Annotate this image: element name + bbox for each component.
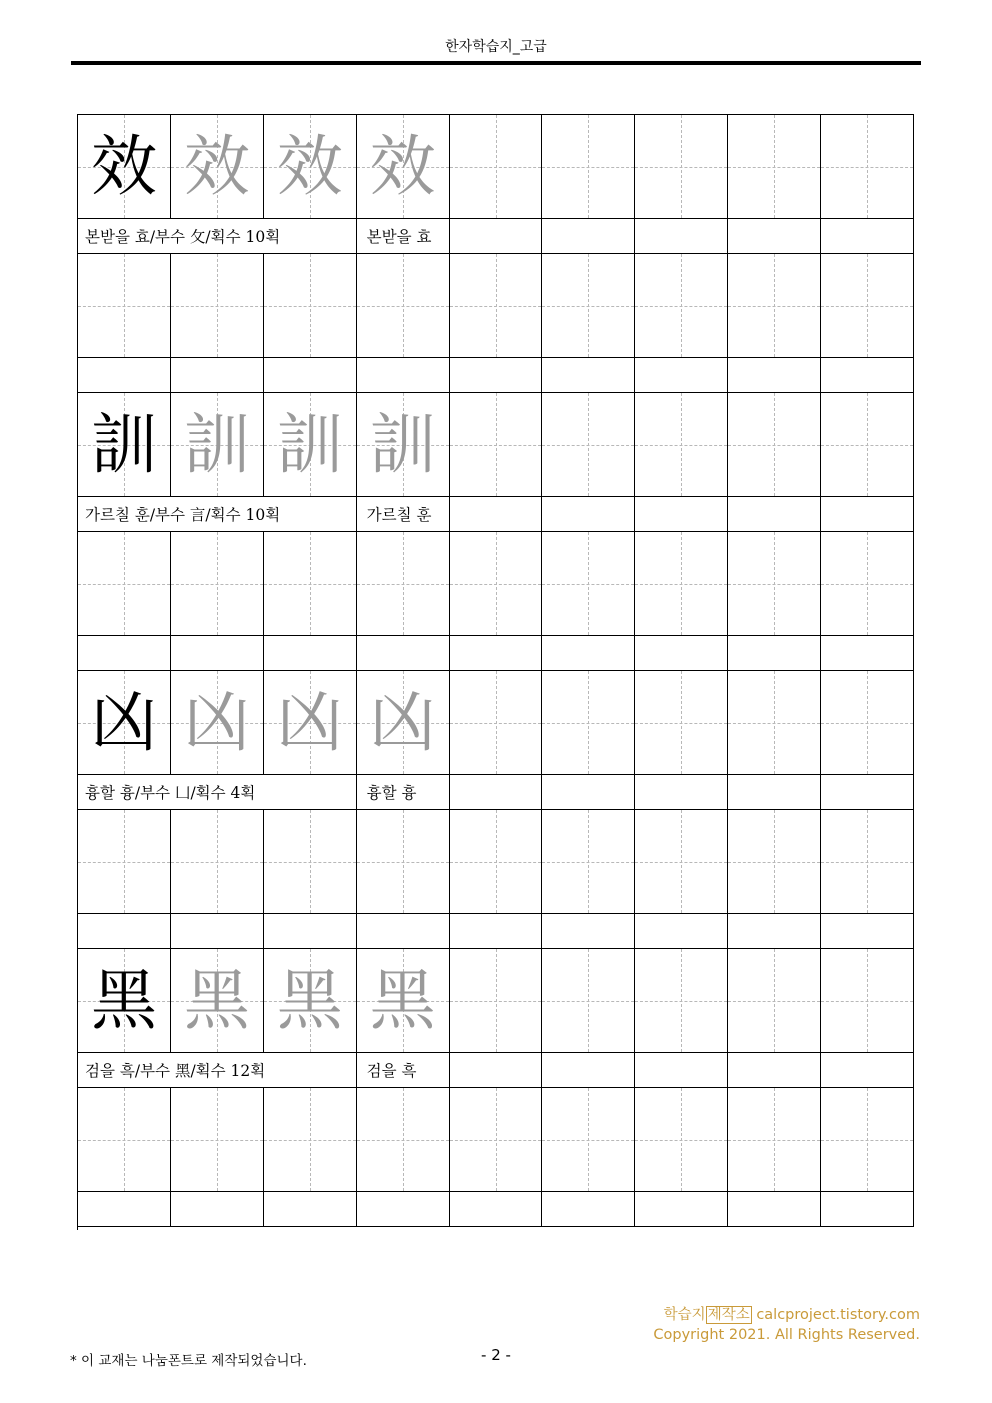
blank-cell xyxy=(450,219,543,254)
model-cell xyxy=(78,671,171,775)
practice-cell xyxy=(450,115,543,219)
brand-boxed: 제작소 xyxy=(707,1307,750,1323)
blank-cell xyxy=(728,497,821,532)
blank-row xyxy=(78,1192,914,1227)
blank-cell xyxy=(821,219,914,254)
practice-cell xyxy=(728,949,821,1053)
practice-cell xyxy=(728,393,821,497)
trace-hanja: 黑 xyxy=(183,961,250,1039)
char-meaning: 가르칠 훈 xyxy=(357,497,450,532)
footer-site: calcproject.tistory.com xyxy=(756,1307,920,1323)
practice-cell xyxy=(450,810,543,914)
practice-cell xyxy=(635,393,728,497)
practice-cell xyxy=(357,810,450,914)
blank-cell xyxy=(450,914,543,949)
blank-cell xyxy=(171,914,264,949)
blank-cell xyxy=(542,1053,635,1088)
trace-cell xyxy=(357,949,450,1053)
practice-cell xyxy=(821,810,914,914)
blank-cell xyxy=(728,1192,821,1227)
blank-cell xyxy=(78,636,171,671)
practice-cell xyxy=(728,671,821,775)
blank-cell xyxy=(635,358,728,393)
blank-cell xyxy=(450,1192,543,1227)
practice-cell xyxy=(821,532,914,636)
practice-cell xyxy=(728,115,821,219)
blank-cell xyxy=(542,497,635,532)
trace-cell xyxy=(264,671,357,775)
practice-cell xyxy=(450,671,543,775)
blank-cell xyxy=(728,636,821,671)
practice-cell xyxy=(821,115,914,219)
blank-cell xyxy=(728,914,821,949)
practice-grid xyxy=(77,114,914,1230)
trace-cell xyxy=(171,393,264,497)
trace-cell xyxy=(171,115,264,219)
trace-cell xyxy=(264,393,357,497)
blank-cell xyxy=(542,358,635,393)
practice-cell xyxy=(728,810,821,914)
practice-cell xyxy=(78,810,171,914)
trace-hanja: 訓 xyxy=(183,405,250,483)
blank-cell xyxy=(450,1053,543,1088)
trace-cell xyxy=(357,115,450,219)
char-info: 본받을 효/부수 攵/획수 10획 xyxy=(78,219,357,254)
practice-cell xyxy=(450,949,543,1053)
blank-cell xyxy=(821,775,914,810)
blank-cell xyxy=(450,358,543,393)
practice-cell xyxy=(78,254,171,358)
trace-hanja: 訓 xyxy=(369,405,436,483)
brand-prefix: 학습지 xyxy=(663,1307,706,1323)
blank-cell xyxy=(542,914,635,949)
blank-cell xyxy=(728,358,821,393)
footer-copyright: Copyright 2021. All Rights Reserved. xyxy=(653,1327,920,1343)
info-row xyxy=(78,497,914,532)
blank-cell xyxy=(264,914,357,949)
practice-cell xyxy=(635,949,728,1053)
page-number: - 2 - xyxy=(481,1346,511,1364)
blank-cell xyxy=(78,914,171,949)
info-row xyxy=(78,1053,914,1088)
blank-cell xyxy=(264,358,357,393)
practice-cell xyxy=(821,671,914,775)
blank-cell xyxy=(728,1053,821,1088)
trace-cell xyxy=(264,115,357,219)
practice-cell xyxy=(635,254,728,358)
practice-cell xyxy=(171,1088,264,1192)
model-row xyxy=(78,115,914,219)
model-hanja: 效 xyxy=(90,127,157,205)
model-cell xyxy=(78,393,171,497)
trace-cell xyxy=(171,949,264,1053)
model-hanja: 訓 xyxy=(90,405,157,483)
blank-cell xyxy=(542,1192,635,1227)
blank-cell xyxy=(357,636,450,671)
practice-cell xyxy=(171,532,264,636)
practice-cell xyxy=(542,115,635,219)
blank-cell xyxy=(635,497,728,532)
blank-cell xyxy=(450,497,543,532)
practice-cell xyxy=(450,393,543,497)
model-row xyxy=(78,393,914,497)
blank-cell xyxy=(78,1192,171,1227)
practice-cell xyxy=(357,1088,450,1192)
trace-hanja: 凶 xyxy=(276,683,343,761)
blank-cell xyxy=(357,914,450,949)
blank-cell xyxy=(78,358,171,393)
practice-row xyxy=(78,532,914,636)
practice-cell xyxy=(821,1088,914,1192)
trace-hanja: 黑 xyxy=(369,961,436,1039)
practice-row xyxy=(78,810,914,914)
blank-cell xyxy=(635,914,728,949)
trace-hanja: 效 xyxy=(276,127,343,205)
page-title: 한자학습지_고급 xyxy=(445,39,547,55)
practice-cell xyxy=(264,810,357,914)
practice-cell xyxy=(821,949,914,1053)
trace-cell xyxy=(171,671,264,775)
blank-cell xyxy=(728,219,821,254)
trace-hanja: 訓 xyxy=(276,405,343,483)
model-cell xyxy=(78,949,171,1053)
char-meaning: 검을 흑 xyxy=(357,1053,450,1088)
practice-cell xyxy=(78,1088,171,1192)
trace-hanja: 黑 xyxy=(276,961,343,1039)
blank-cell xyxy=(450,775,543,810)
blank-cell xyxy=(635,219,728,254)
practice-cell xyxy=(728,532,821,636)
blank-cell xyxy=(542,219,635,254)
footer-note: * 이 교재는 나눔폰트로 제작되었습니다. xyxy=(70,1353,307,1369)
blank-cell xyxy=(821,358,914,393)
practice-cell xyxy=(635,671,728,775)
trace-hanja: 效 xyxy=(369,127,436,205)
practice-cell xyxy=(450,254,543,358)
practice-row xyxy=(78,254,914,358)
practice-cell xyxy=(728,254,821,358)
blank-cell xyxy=(171,1192,264,1227)
practice-cell xyxy=(635,810,728,914)
practice-cell xyxy=(357,254,450,358)
practice-cell xyxy=(171,810,264,914)
practice-cell xyxy=(542,671,635,775)
practice-cell xyxy=(264,254,357,358)
char-meaning: 본받을 효 xyxy=(357,219,450,254)
practice-cell xyxy=(171,254,264,358)
model-hanja: 凶 xyxy=(90,683,157,761)
blank-row xyxy=(78,358,914,393)
practice-cell xyxy=(264,532,357,636)
footer-brand xyxy=(664,1303,920,1324)
practice-cell xyxy=(357,532,450,636)
practice-cell xyxy=(635,532,728,636)
blank-cell xyxy=(450,636,543,671)
practice-cell xyxy=(542,810,635,914)
info-row xyxy=(78,219,914,254)
blank-cell xyxy=(264,1192,357,1227)
blank-cell xyxy=(821,1053,914,1088)
char-info: 검을 흑/부수 黑/획수 12획 xyxy=(78,1053,357,1088)
blank-row xyxy=(78,636,914,671)
blank-cell xyxy=(821,914,914,949)
blank-cell xyxy=(635,775,728,810)
practice-row xyxy=(78,1088,914,1192)
blank-cell xyxy=(821,636,914,671)
practice-cell xyxy=(542,254,635,358)
blank-cell xyxy=(171,636,264,671)
practice-cell xyxy=(450,1088,543,1192)
blank-cell xyxy=(542,775,635,810)
blank-cell xyxy=(635,1192,728,1227)
blank-cell xyxy=(635,1053,728,1088)
practice-cell xyxy=(635,1088,728,1192)
blank-cell xyxy=(357,1192,450,1227)
blank-cell xyxy=(357,358,450,393)
practice-cell xyxy=(821,393,914,497)
trace-hanja: 凶 xyxy=(369,683,436,761)
blank-row xyxy=(78,914,914,949)
info-row xyxy=(78,775,914,810)
header-rule xyxy=(71,61,921,65)
practice-cell xyxy=(542,532,635,636)
blank-cell xyxy=(635,636,728,671)
char-meaning: 흉할 흉 xyxy=(357,775,450,810)
trace-hanja: 效 xyxy=(183,127,250,205)
practice-cell xyxy=(78,532,171,636)
practice-cell xyxy=(821,254,914,358)
blank-cell xyxy=(728,775,821,810)
blank-cell xyxy=(821,497,914,532)
model-row xyxy=(78,671,914,775)
trace-cell xyxy=(357,393,450,497)
char-info: 흉할 흉/부수 凵/획수 4획 xyxy=(78,775,357,810)
blank-cell xyxy=(821,1192,914,1227)
practice-cell xyxy=(635,115,728,219)
trace-cell xyxy=(357,671,450,775)
model-row xyxy=(78,949,914,1053)
blank-cell xyxy=(171,358,264,393)
practice-cell xyxy=(542,393,635,497)
model-hanja: 黑 xyxy=(90,961,157,1039)
blank-cell xyxy=(542,636,635,671)
trace-hanja: 凶 xyxy=(183,683,250,761)
char-info: 가르칠 훈/부수 言/획수 10획 xyxy=(78,497,357,532)
practice-cell xyxy=(450,532,543,636)
trace-cell xyxy=(264,949,357,1053)
practice-cell xyxy=(728,1088,821,1192)
blank-cell xyxy=(264,636,357,671)
model-cell xyxy=(78,115,171,219)
practice-cell xyxy=(264,1088,357,1192)
practice-cell xyxy=(542,949,635,1053)
practice-cell xyxy=(542,1088,635,1192)
